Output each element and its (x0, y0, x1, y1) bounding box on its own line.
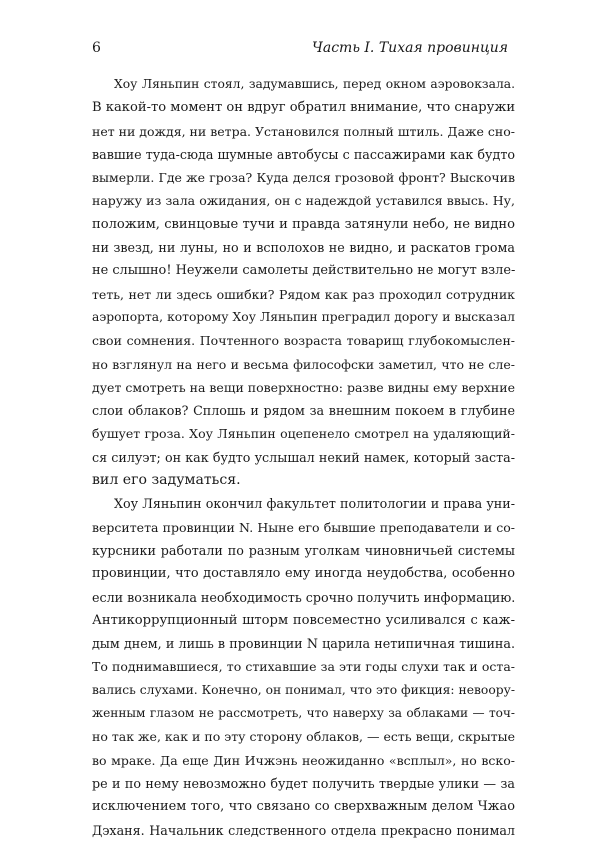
text-line: верситета провинции N. Ныне его бывшие преподаватели и со- (92, 519, 515, 535)
text-line: вымерли. Где же гроза? Куда делся грозовой фронт? Выскочив (92, 170, 515, 186)
text-line: дует смотреть на вещи поверхностно: разве видны ему верхние (92, 379, 515, 395)
text-line: вавшие туда-сюда шумные автобусы с пассажирами как будто (92, 146, 515, 162)
text-line: не слышно! Неужели самолеты действительно не могут взле- (92, 263, 516, 279)
paragraph (92, 492, 515, 841)
text-line: курсники работали по разным уголкам чиновничьей системы (92, 542, 515, 558)
text-line: во мраке. Да еще Дин Ичжэнь неожиданно «всплыл», но вско- (92, 752, 515, 768)
text-line: ни звезд, ни луны, но и всполохов не видно, и раскатов грома (92, 240, 515, 256)
text-line: ре и по нему невозможно будет получить твердые улики — за (92, 775, 515, 791)
text-line: свои сомнения. Почтенного возраста товарищ глубокомыслен- (92, 333, 515, 349)
text-line: дым днем, и лишь в провинции N царила нетипичная тишина. (92, 636, 515, 652)
text-line: теть, нет ли здесь ошибки? Рядом как раз проходил сотрудник (92, 286, 515, 302)
text-line: ся силуэт; он как будто услышал некий намек, который заста- (92, 449, 515, 465)
running-head: Часть I. Тихая провинция (312, 40, 508, 56)
text-line: нет ни дождя, ни ветра. Установился полный штиль. Даже сно- (92, 123, 515, 139)
text-line: если возникала необходимость срочно получить информацию. (92, 589, 516, 605)
text-line: но взглянул на него и весьма философски заметил, что не сле- (92, 356, 515, 372)
text-line: вались слухами. Конечно, он понимал, что это фикция: невоору- (92, 682, 515, 697)
text-line: Дэханя. Начальник следственного отдела прекрасно понимал (92, 822, 515, 838)
text-line: бушует гроза. Хоу Ляньпин оцепенело смотрел на удаляющий- (92, 426, 515, 442)
paragraph (92, 73, 515, 492)
text-line: В какой-то момент он вдруг обратил внимание, что снаружи (92, 100, 516, 116)
text-line: То поднимавшиеся, то стихавшие за эти годы слухи так и оста- (92, 659, 515, 675)
text-line: женным глазом не рассмотреть, что наверху за облаками — точ- (92, 706, 515, 721)
text-line: положим, свинцовые тучи и правда затянули небо, не видно (92, 216, 515, 232)
text-line: вил его задуматься. (92, 472, 241, 489)
text-line: но так же, как и по эту сторону облаков, — есть вещи, скрытые (92, 729, 515, 745)
text-line: наружу из зала ожидания, он с надеждой уставился ввысь. Ну, (92, 193, 515, 209)
body-text (92, 73, 515, 842)
text-line: слои облаков? Сплошь и рядом за внешним покоем в глубине (92, 403, 515, 419)
text-line: аэропорта, которому Хоу Ляньпин преградил дорогу и высказал (92, 309, 515, 324)
text-line: Хоу Ляньпин окончил факультет политологии и права уни- (114, 496, 515, 512)
text-line: Хоу Ляньпин стоял, задумавшись, перед окном аэровокзала. (114, 77, 515, 91)
text-line: исключением того, что связано со сверхважным делом Чжао (92, 799, 515, 815)
text-line: провинции, что доставляло ему иногда неудобства, особенно (92, 566, 515, 582)
page-number: 6 (92, 40, 101, 56)
text-line: Антикоррупционный шторм повсеместно усиливался с каж- (92, 612, 515, 628)
